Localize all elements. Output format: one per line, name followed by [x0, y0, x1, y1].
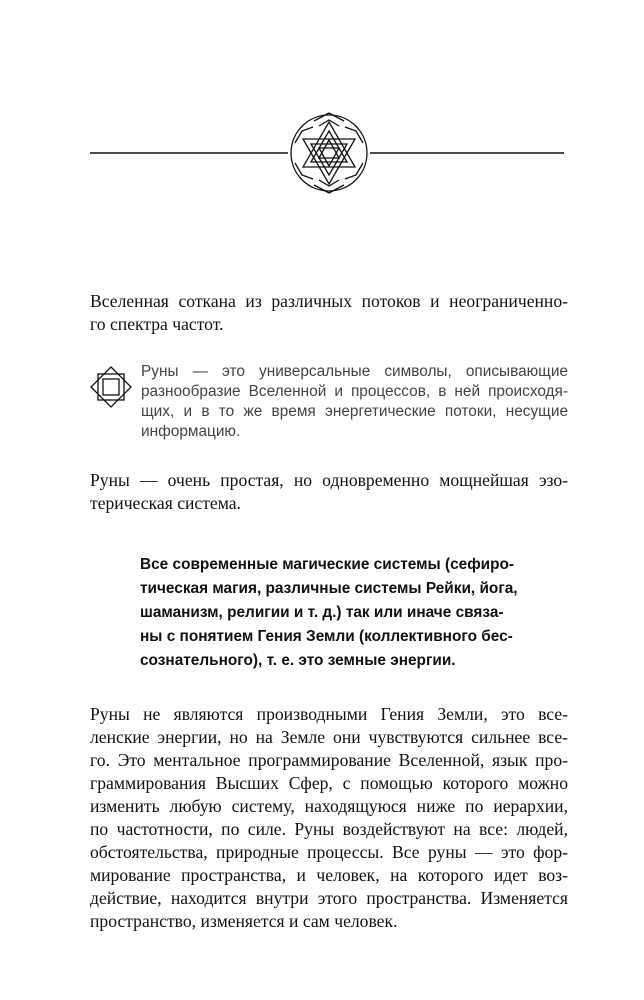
quote-line: тическая магия, различные системы Рейки, йога,: [140, 580, 518, 597]
callout-line: разнообразие Вселенной и процессов, в ней происходя-: [141, 383, 568, 400]
runes-simple-line: терическая система.: [90, 493, 241, 513]
callout-block: [90, 362, 568, 442]
runes-simple-paragraph: [90, 469, 568, 515]
callout-line: щих, и в то же время энергетические потоки, несущие: [141, 403, 568, 420]
star-of-david-mandala-icon: [90, 106, 564, 202]
callout-line: Руны — это универсальные символы, описывающие: [141, 363, 568, 380]
body-line: действие, находится внутри этого пространства. Изменяется: [90, 888, 568, 908]
body-line: мирование пространства, и человек, на которого идет воз-: [90, 865, 568, 885]
intro-line: го спектра частот.: [90, 314, 224, 334]
intro-paragraph: [90, 290, 568, 336]
quote-line: ны с понятием Гения Земли (коллективного бес-: [140, 628, 513, 645]
body-line: пространство, изменяется и сам человек.: [90, 911, 398, 931]
body-line: граммирования Высших Сфер, с помощью которого можно: [90, 773, 568, 793]
nested-squares-rune-icon: [90, 366, 132, 408]
bold-quote: [140, 553, 521, 673]
body-line: по частотности, по силе. Руны воздействуют на все: людей,: [90, 819, 568, 839]
body-line: обстоятельства, природные процессы. Все руны — это фор-: [90, 842, 568, 862]
body-line: ленские энергии, но на Земле они чувствуются сильнее все-: [90, 727, 568, 747]
callout-line: информацию.: [141, 423, 241, 440]
callout-text: [141, 362, 568, 442]
mandala-circle: [291, 115, 367, 191]
body-paragraph: [90, 703, 568, 933]
runes-simple-line: Руны — очень простая, но одновременно мощнейшая эзо-: [90, 470, 568, 490]
body-line: го. Это ментальное программирование Вселенной, язык про-: [90, 750, 568, 770]
intro-line: Вселенная соткана из различных потоков и неограниченно-: [90, 291, 568, 311]
quote-line: шаманизм, религии и т. д.) так или иначе связа-: [140, 604, 504, 621]
body-line: изменить любую систему, находящуюся ниже по иерархии,: [90, 796, 568, 816]
quote-line: сознательного), т. е. это земные энергии.: [140, 652, 456, 669]
header-ornament: [90, 106, 564, 202]
quote-line: Все современные магические системы (сефиро-: [140, 556, 515, 573]
body-line: Руны не являются производными Гения Земли, это все-: [90, 704, 568, 724]
